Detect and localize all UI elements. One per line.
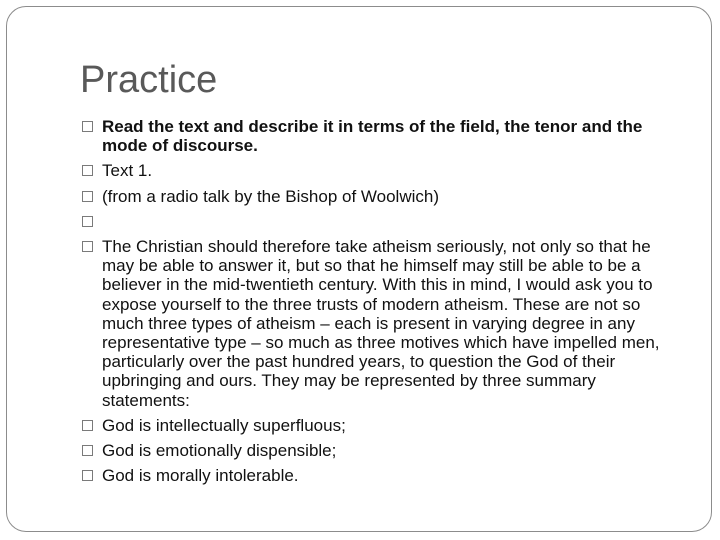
slide-title: Practice — [80, 59, 218, 101]
bullet-text: God is intellectually superfluous; — [102, 415, 346, 435]
bullet-item-statement-3 — [82, 466, 682, 485]
square-bullet-icon — [82, 241, 93, 252]
square-bullet-icon — [82, 216, 93, 227]
bullet-text: God is emotionally dispensible; — [102, 441, 337, 461]
bullet-item-statement-2 — [82, 441, 682, 460]
bullet-item-source — [82, 187, 682, 206]
bullet-item-empty — [82, 212, 682, 231]
square-bullet-icon — [82, 121, 93, 132]
bullet-text: (from a radio talk by the Bishop of Woolwich) — [102, 186, 439, 206]
bullet-item-statement-1 — [82, 416, 682, 435]
square-bullet-icon — [82, 420, 93, 431]
bullet-text: God is morally intolerable. — [102, 466, 299, 486]
bullet-list — [82, 117, 682, 491]
bullet-text: Text 1. — [102, 161, 153, 181]
square-bullet-icon — [82, 470, 93, 481]
bullet-text: The Christian should therefore take atheism seriously, not only so that he may be able to answer it, but so that he himself may still be able to be a believer in the mid-twentieth century. With this in mind, I would ask you to expose yourself to the three trusts of modern atheism. These are not so much three types of atheism – each is present in varying degree in any representative type – so much as three motives which have impelled men, particularly over the past hundred years, to question the God of their upbringing and ours. They may be represented by three summary statements: — [102, 237, 660, 410]
square-bullet-icon — [82, 165, 93, 176]
square-bullet-icon — [82, 191, 93, 202]
square-bullet-icon — [82, 445, 93, 456]
bullet-item-text-number — [82, 161, 682, 180]
bullet-item-passage — [82, 237, 682, 410]
bullet-text: Read the text and describe it in terms of the field, the tenor and the mode of discourse. — [102, 117, 643, 156]
bullet-item-task — [82, 117, 682, 155]
